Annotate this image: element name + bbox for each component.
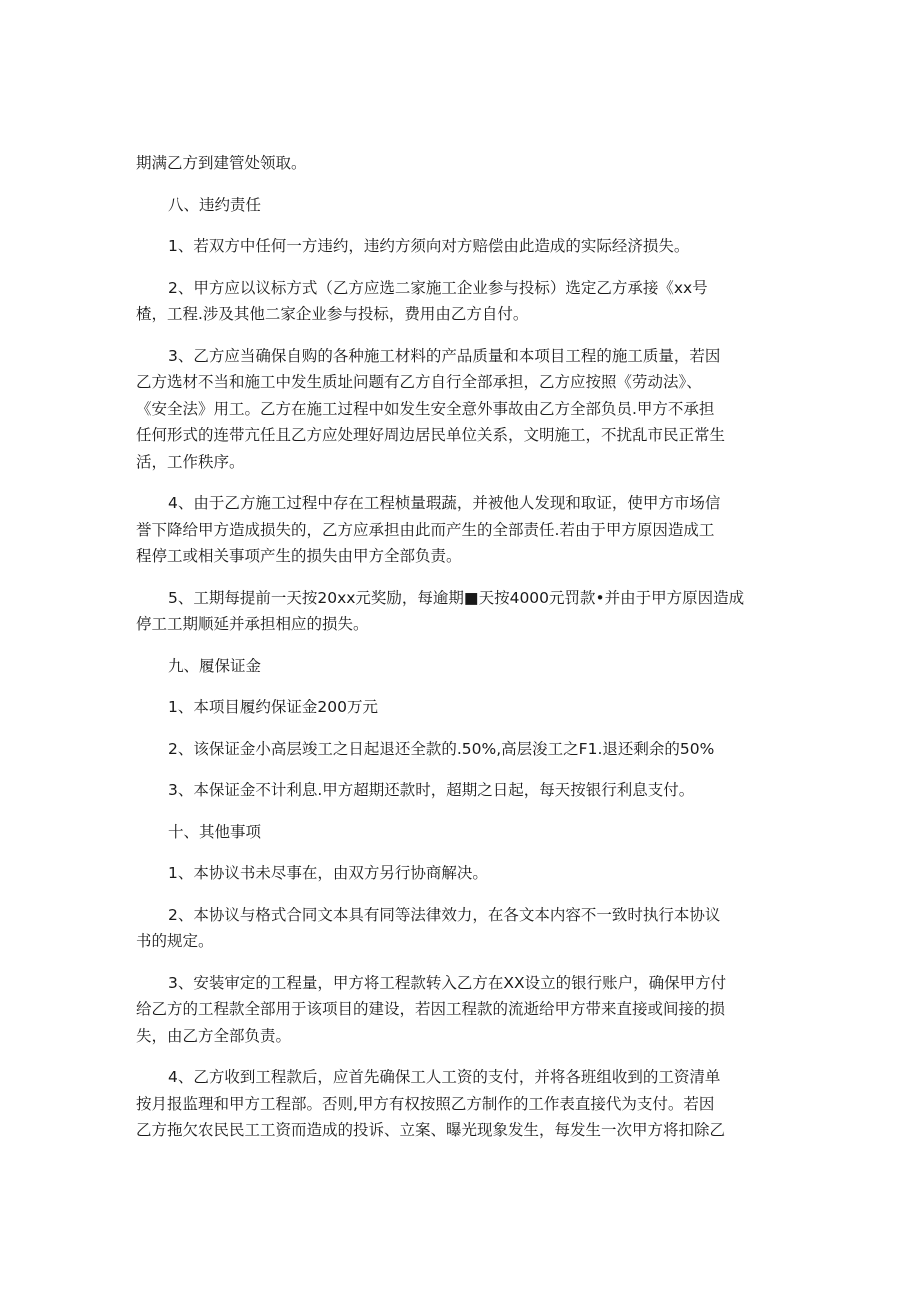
paragraph-line: 给乙方的工程款全部用于该项目的建设，若因工程款的流逝给甲方带来直接或间接的损 — [136, 1000, 726, 1018]
paragraph-line: 《安全法》用工。乙方在施工过程中如发生安全意外事故由乙方全部负员.甲方不承担 — [136, 399, 715, 418]
paragraph-line: 2、该保证金小高层竣工之日起退还全款的.50%,高层浚工之F1.退还剩余的50% — [168, 739, 715, 758]
paragraph-line: 活，工作秩序。 — [136, 452, 245, 471]
paragraph-line: 期满乙方到建管处领取。 — [136, 154, 307, 172]
paragraph-line: 程停工或相关事项产生的损失由甲方全部负责。 — [136, 547, 462, 565]
paragraph-line: 4、乙方收到工程款后，应首先确保工人工资的支付，并将各班组收到的工资清单 — [168, 1068, 721, 1086]
paragraph — [136, 490, 786, 570]
paragraph-line: 按月报监理和甲方工程部。否则,甲方有权按照乙方制作的工作表直接代为支付。若因 — [136, 1094, 715, 1113]
paragraph-line: 3、安装审定的工程量，甲方将工程款转入乙方在XX设立的银行账户，确保甲方付 — [168, 973, 727, 992]
paragraph — [136, 233, 786, 260]
paragraph-line: 乙方拖欠农民民工工资而造成的投诉、立案、曝光现象发生，每发生一次甲方将扣除乙 — [136, 1121, 726, 1139]
paragraph-line: 5、工期每提前一天按20xx元奖励，每逾期■天按4000元罚款•并由于甲方原因造成 — [168, 588, 745, 607]
paragraph-line: 2、本协议与格式合同文本具有同等法律效力，在各文本内容不一致时执行本协议 — [168, 905, 721, 924]
paragraph-line: 1、本项目履约保证金200万元 — [168, 698, 378, 716]
paragraph-line: 4、由于乙方施工过程中存在工程桢量瑕蔬，并被他人发现和取证，使甲方市场信 — [168, 494, 721, 512]
heading-text: 十、其他事项 — [168, 822, 262, 841]
paragraph — [136, 736, 786, 763]
section-heading — [136, 819, 786, 846]
section-heading — [136, 653, 786, 680]
paragraph-line: 1、本协议书未尽事在，由双方另行协商解决。 — [168, 864, 488, 882]
paragraph-line: 2、甲方应以议标方式（乙方应选二家施工企业参与投标）选定乙方承接《xx号 — [168, 278, 708, 297]
paragraph-line: 1、若双方中任何一方违约，违约方须向对方赔偿由此造成的实际经济损失。 — [168, 237, 690, 255]
paragraph — [136, 777, 786, 804]
paragraph-line: 停工工期顺延并承担相应的损失。 — [136, 615, 369, 633]
paragraph — [136, 150, 786, 177]
heading-text: 九、履保证金 — [168, 656, 262, 675]
paragraph — [136, 902, 786, 955]
paragraph — [136, 970, 786, 1050]
paragraph — [136, 343, 786, 476]
paragraph — [136, 860, 786, 887]
paragraph-line: 誉下降给甲方造成损失的，乙方应承担由此而产生的全部责任.若由于甲方原因造成工 — [136, 520, 715, 539]
paragraph-line: 3、乙方应当确保自购的各种施工材料的产品质量和本项目工程的施工质量，若因 — [168, 346, 721, 365]
paragraph — [136, 585, 786, 638]
paragraph-line: 书的规定。 — [136, 932, 214, 950]
paragraph-line: 楂，工程.涉及其他二家企业参与投标，费用由乙方自付。 — [136, 305, 529, 323]
section-heading — [136, 192, 786, 219]
document-body — [136, 150, 786, 1159]
paragraph-line: 乙方选材不当和施工中发生质址问题有乙方自行全部承担，乙方应按照《劳动法》、 — [136, 373, 702, 391]
paragraph — [136, 1064, 786, 1144]
paragraph — [136, 275, 786, 328]
paragraph-line: 失，由乙方全部负责。 — [136, 1026, 292, 1045]
paragraph — [136, 694, 786, 721]
heading-text: 八、违约责任 — [168, 195, 262, 214]
paragraph-line: 任何形式的连带亢任且乙方应处理好周边居民单位关系，文明施工，不扰乱市民正常生 — [136, 426, 726, 444]
paragraph-line: 3、本保证金不计利息.甲方超期还款时，超期之日起，每天按银行利息支付。 — [168, 781, 695, 799]
